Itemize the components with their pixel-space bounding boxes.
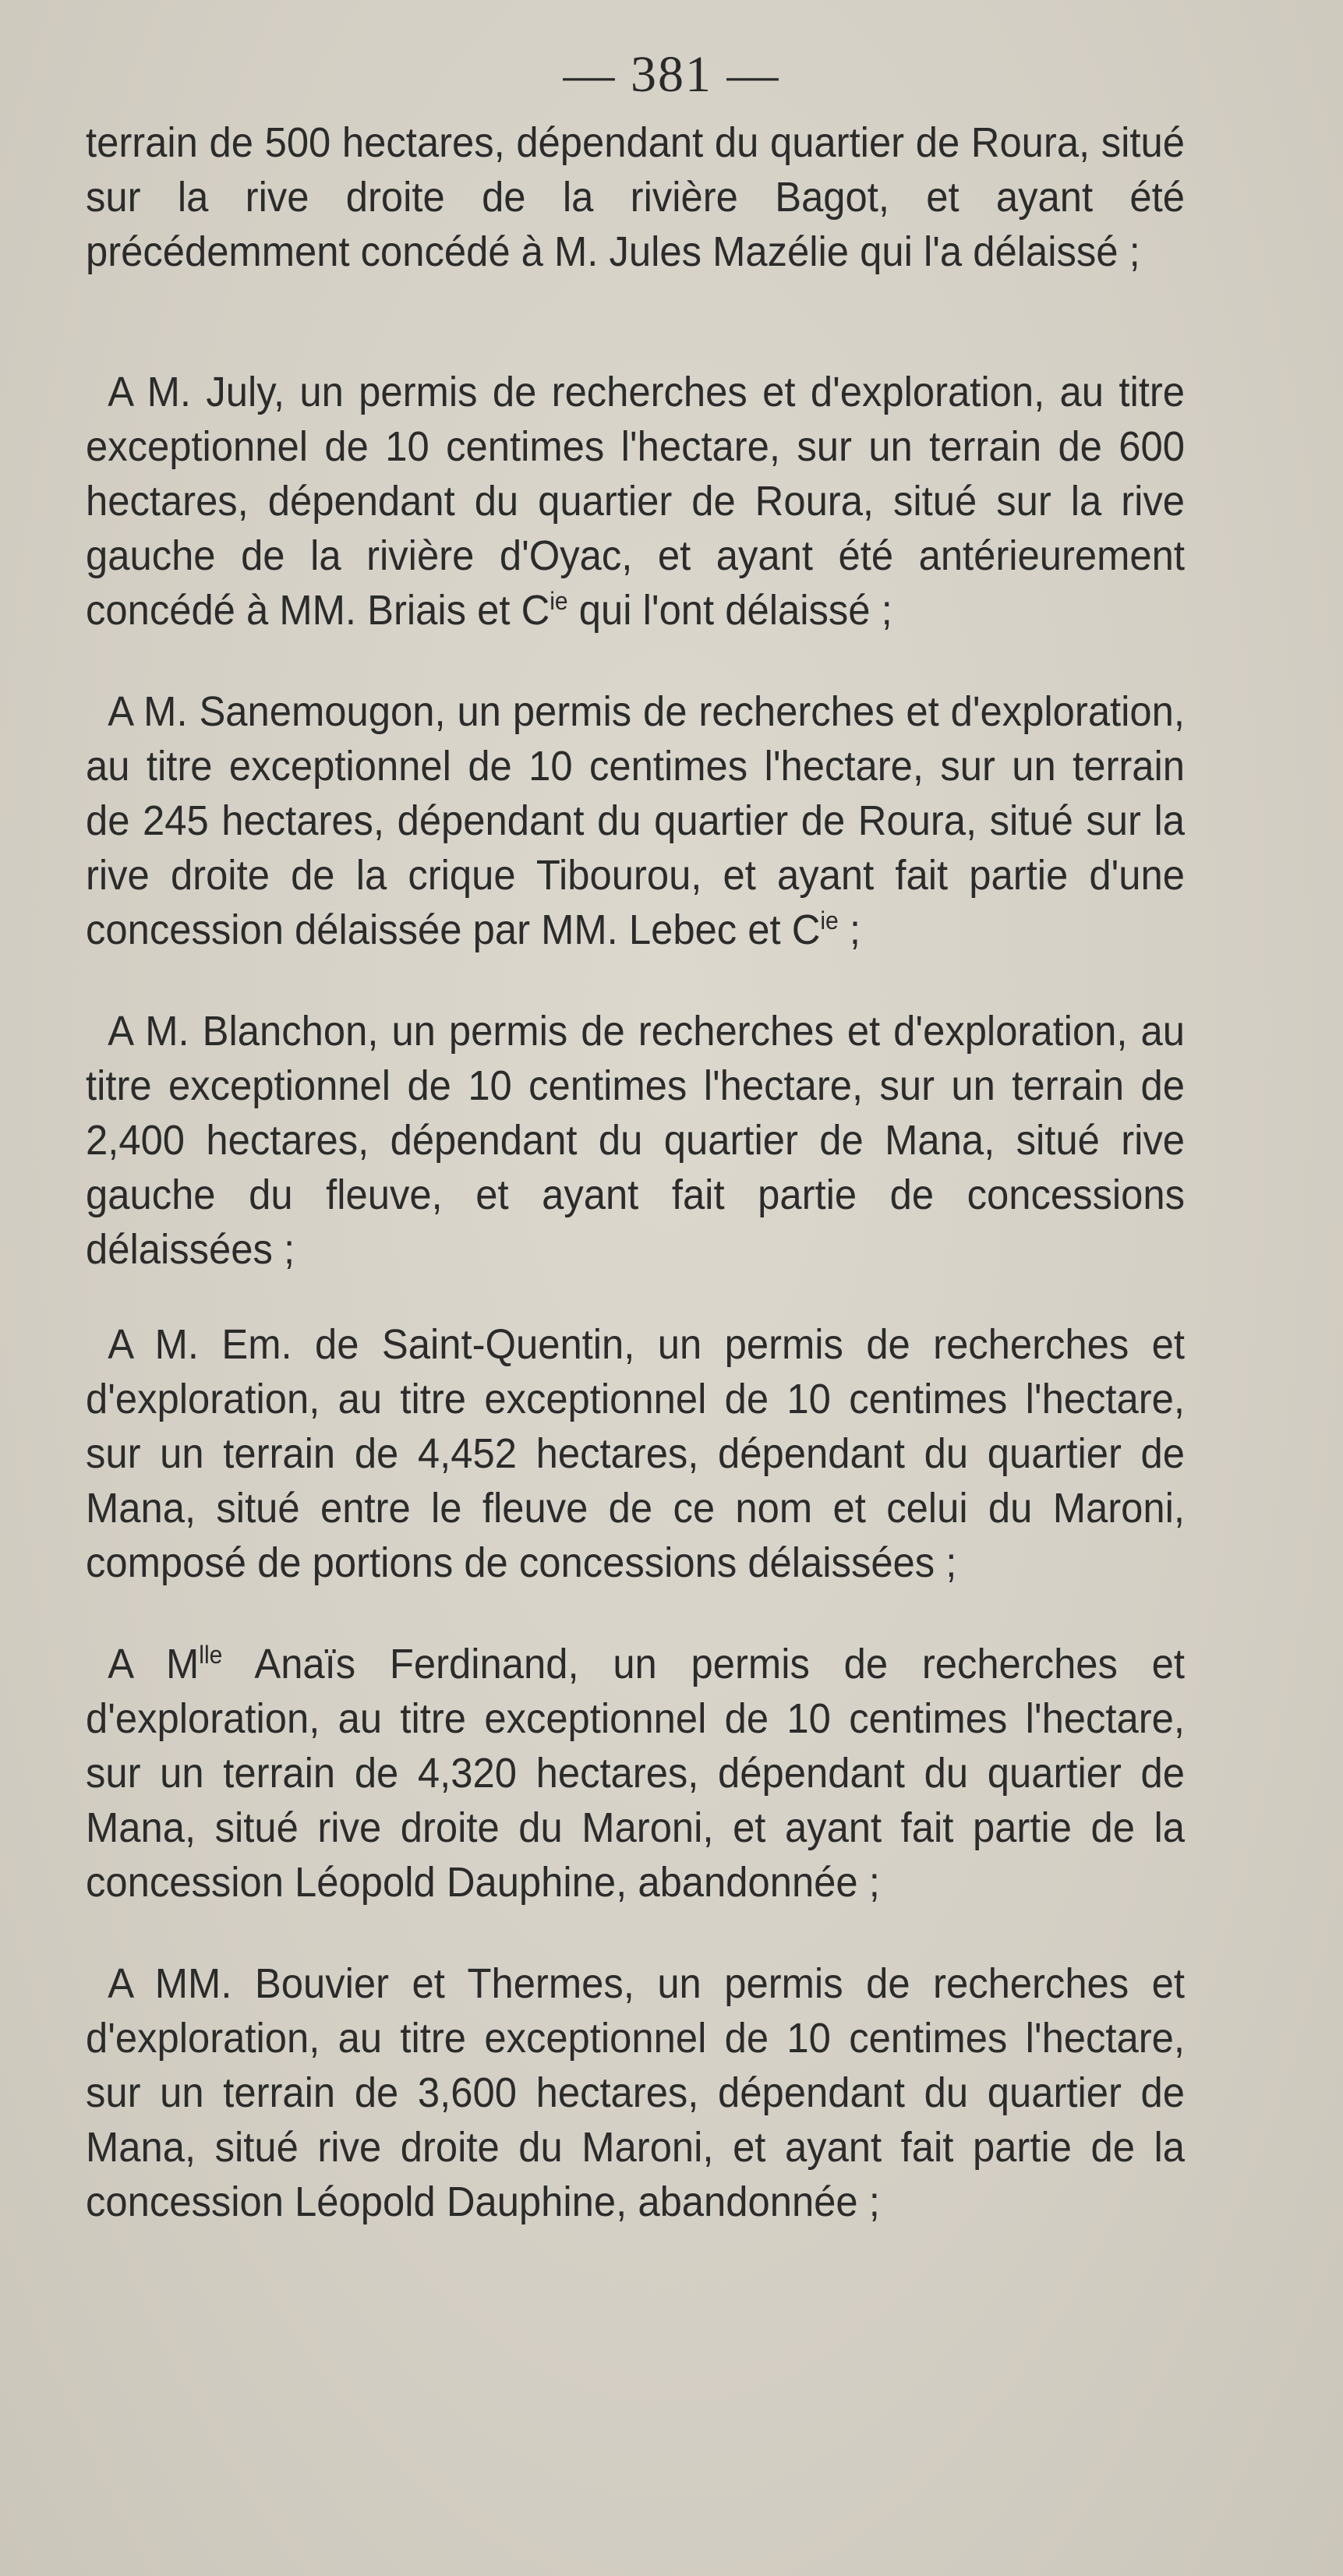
paragraph-text: A M. Em. de Saint-Quentin, un permis de recherches et d'exploration, au titre exceptionnel de 10 centimes l'hectare, sur un terrain de 4,452 hectares, dépendant du quartier de Mana, situé entre le fleuve de ce nom et celui du Maroni, composé de portions de concessions délaissées ; <box>86 1321 1186 1586</box>
paragraph-sanemougon <box>86 684 1185 957</box>
paragraph-text-end: qui l'ont délaissé ; <box>567 587 892 634</box>
paragraph-text: A M. Blanchon, un permis de recherches et d'exploration, au titre exceptionnel de 10 centimes l'hectare, sur un terrain de 2,400 hectares, dépendant du quartier de Mana, situé rive gauche du fleuve, et ayant fait partie de concessions délaissées ; <box>86 1008 1186 1273</box>
paragraph-roura-bagot <box>86 115 1185 279</box>
superscript: lle <box>199 1641 223 1669</box>
paragraph-text: A M. July, un permis de recherches et d'exploration, au titre exceptionnel de 10 centimes l'hectare, sur un terrain de 600 hectares, dépendant du quartier de Roura, situé sur la rive gauche de la rivière d'Oyac, et ayant été antérieurement concédé à MM. Briais et C <box>86 369 1186 634</box>
paragraph-text: terrain de 500 hectares, dépendant du quartier de Roura, situé sur la rive droite de la rivière Bagot, et ayant été précédemment concédé à M. Jules Mazélie qui l'a délaissé ; <box>86 119 1185 275</box>
paragraph-saint-quentin <box>86 1317 1185 1590</box>
paragraph-blanchon <box>86 1004 1185 1277</box>
paragraph-text: A MM. Bouvier et Thermes, un permis de recherches et d'exploration, au titre exceptionnel de 10 centimes l'hectare, sur un terrain de 3,600 hectares, dépendant du quartier de Mana, situé rive droite du Maroni, et ayant fait partie de la concession Léopold Dauphine, abandonnée ; <box>86 1960 1186 2225</box>
superscript: ie <box>820 906 839 935</box>
page-number: — 381 — <box>563 46 780 103</box>
paragraph-ferdinand <box>86 1637 1185 1910</box>
superscript: ie <box>550 587 568 615</box>
paragraph-july <box>86 365 1185 638</box>
paragraph-text-end: ; <box>838 906 861 953</box>
paragraph-text-end: Anaïs Ferdinand, un permis de recherches et d'exploration, au titre exceptionnel de 10 centimes l'hectare, sur un terrain de 4,320 hectares, dépendant du quartier de Mana, situé rive droite du Maroni, et ayant fait partie de la concession Léopold Dauphine, abandonnée ; <box>86 1641 1185 1906</box>
paragraph-text: A M <box>108 1641 200 1687</box>
paragraph-text: A M. Sanemougon, un permis de recherches et d'exploration, au titre exceptionnel de 10 centimes l'hectare, sur un terrain de 245 hectares, dépendant du quartier de Roura, situé sur la rive droite de la crique Tibourou, et ayant fait partie d'une concession délaissée par MM. Lebec et C <box>86 688 1186 953</box>
paragraph-bouvier-thermes <box>86 1956 1185 2229</box>
